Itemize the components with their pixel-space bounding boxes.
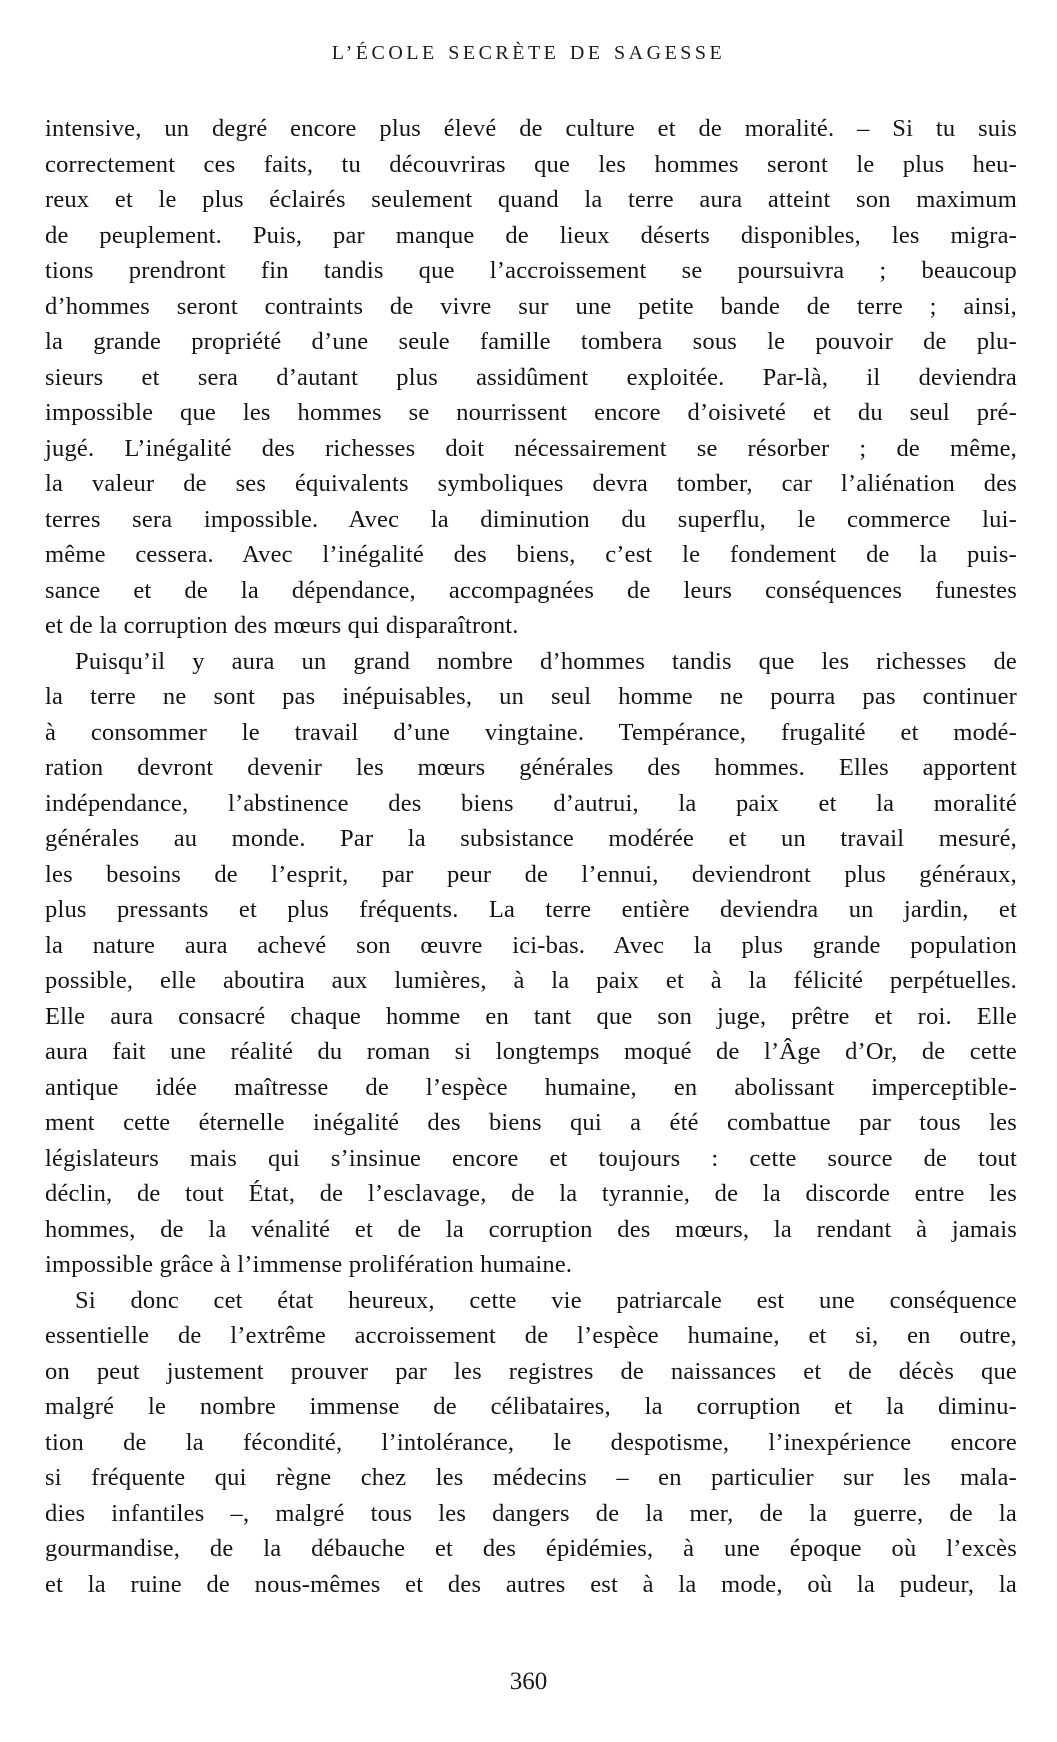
text-line: la nature aura achevé son œuvre ici-bas. Avec la plus grande population xyxy=(45,931,1017,959)
text-line: impossible grâce à l’immense prolifération humaine. xyxy=(45,1251,573,1278)
text-line: tions prendront fin tandis que l’accroissement se poursuivra ; beaucoup xyxy=(45,257,1017,284)
text-line: gourmandise, de la débauche et des épidémies, à une époque où l’excès xyxy=(45,1535,1017,1562)
text-line: dies infantiles –, malgré tous les dangers de la mer, de la guerre, de la xyxy=(45,1499,1017,1527)
text-line: la grande propriété d’une seule famille tombera sous le pouvoir de plu- xyxy=(45,328,1017,355)
text-line: d’hommes seront contraints de vivre sur une petite bande de terre ; ainsi, xyxy=(45,292,1017,320)
text-line: déclin, de tout État, de l’esclavage, de la tyrannie, de la discorde entre les xyxy=(45,1180,1017,1207)
text-line: si fréquente qui règne chez les médecins – en particulier sur les mala- xyxy=(45,1464,1017,1491)
paragraph xyxy=(45,1283,1017,1603)
text-line: la terre ne sont pas inépuisables, un seul homme ne pourra pas continuer xyxy=(45,683,1017,710)
text-line: hommes, de la vénalité et de la corruption des mœurs, la rendant à jamais xyxy=(45,1215,1017,1243)
text-line: et la ruine de nous-mêmes et des autres est à la mode, où la pudeur, la xyxy=(45,1570,1017,1598)
text-line: correctement ces faits, tu découvriras que les hommes seront le plus heu- xyxy=(45,150,1017,178)
text-line: Elle aura consacré chaque homme en tant que son juge, prêtre et roi. Elle xyxy=(45,1002,1017,1030)
paragraph xyxy=(45,111,1017,644)
text-line: terres sera impossible. Avec la diminution du superflu, le commerce lui- xyxy=(45,505,1017,533)
text-line: de peuplement. Puis, par manque de lieux déserts disponibles, les migra- xyxy=(45,221,1017,249)
text-line: ration devront devenir les mœurs générales des hommes. Elles apportent xyxy=(45,754,1017,781)
text-line: générales au monde. Par la subsistance modérée et un travail mesuré, xyxy=(45,825,1017,852)
text-line: Puisqu’il y aura un grand nombre d’hommes tandis que les richesses de xyxy=(75,647,1017,675)
text-line: essentielle de l’extrême accroissement de l’espèce humaine, et si, en outre, xyxy=(45,1322,1017,1349)
text-line: les besoins de l’esprit, par peur de l’ennui, deviendront plus généraux, xyxy=(45,860,1017,888)
page-text xyxy=(45,111,1017,1602)
text-line: jugé. L’inégalité des richesses doit nécessairement se résorber ; de même, xyxy=(45,434,1017,462)
paragraph xyxy=(45,644,1017,1283)
text-line: législateurs mais qui s’insinue encore et toujours : cette source de tout xyxy=(45,1144,1017,1172)
text-line: reux et le plus éclairés seulement quand la terre aura atteint son maximum xyxy=(45,186,1017,213)
text-line: plus pressants et plus fréquents. La terre entière deviendra un jardin, et xyxy=(45,896,1017,923)
text-line: sieurs et sera d’autant plus assidûment exploitée. Par-là, il deviendra xyxy=(45,363,1017,391)
text-line: la valeur de ses équivalents symboliques devra tomber, car l’aliénation des xyxy=(45,470,1017,497)
text-line: aura fait une réalité du roman si longtemps moqué de l’Âge d’Or, de cette xyxy=(45,1038,1017,1065)
text-line: impossible que les hommes se nourrissent encore d’oisiveté et du seul pré- xyxy=(45,399,1017,426)
text-line: intensive, un degré encore plus élevé de culture et de moralité. – Si tu suis xyxy=(45,115,1017,142)
text-line: indépendance, l’abstinence des biens d’autrui, la paix et la moralité xyxy=(45,789,1017,817)
running-title: L’ÉCOLE SECRÈTE DE SAGESSE xyxy=(331,42,726,64)
text-line: ment cette éternelle inégalité des biens qui a été combattue par tous les xyxy=(45,1109,1017,1136)
text-line: à consommer le travail d’une vingtaine. Tempérance, frugalité et modé- xyxy=(45,718,1017,746)
text-line: même cessera. Avec l’inégalité des biens, c’est le fondement de la puis- xyxy=(45,541,1017,568)
text-line: Si donc cet état heureux, cette vie patriarcale est une conséquence xyxy=(75,1286,1017,1314)
text-line: antique idée maîtresse de l’espèce humaine, en abolissant imperceptible- xyxy=(45,1073,1017,1101)
text-line: possible, elle aboutira aux lumières, à la paix et à la félicité perpétuelles. xyxy=(45,967,1017,994)
text-line: et de la corruption des mœurs qui disparaîtront. xyxy=(45,612,519,639)
page-number: 360 xyxy=(509,1668,548,1695)
text-line: tion de la fécondité, l’intolérance, le despotisme, l’inexpérience encore xyxy=(45,1428,1017,1456)
text-line: malgré le nombre immense de célibataires, la corruption et la diminu- xyxy=(45,1393,1017,1420)
text-line: sance et de la dépendance, accompagnées de leurs conséquences funestes xyxy=(45,576,1017,604)
text-line: on peut justement prouver par les registres de naissances et de décès que xyxy=(45,1357,1017,1385)
